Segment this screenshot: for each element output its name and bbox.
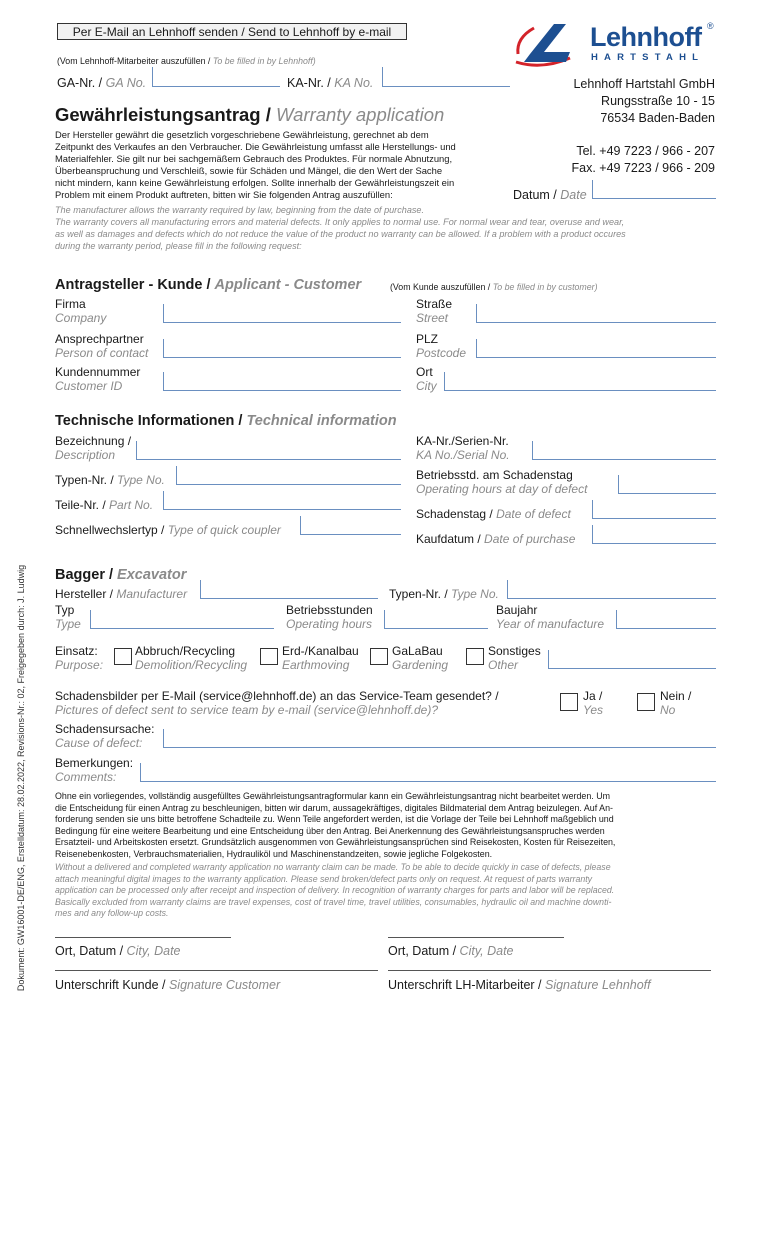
place-date-line-customer[interactable] [55, 937, 231, 938]
street-field[interactable] [476, 304, 716, 323]
technical-heading: Technische Informationen / Technical information [55, 413, 397, 429]
serial-field[interactable] [532, 441, 716, 460]
footer-text-de: Ohne ein vorliegendes, vollständig ausgefülltes Gewährleistungsantragformular kann ein Gewährleistungsantrag nicht bearbeitet werden. Um die Entscheidung für einen Antrag zu beschleunigen, bitten wir darum, aussagekräftiges, digitales Bildmaterial dem Antrag beizulegen. Auf An- forderung senden sie uns bitte betroffene Schadteile zu. Wenn Teile angefordert werden, ist die Vorlage der Teile bei Lehnhoff maßgeblich und Bedingung für eine weitere Bearbeitung und eine Entscheidung über den Antrag. Bei Anerkennung des Gewährleistungsanspruches werden Ersatzteil- und Arbeitskosten ersetzt. Grundsätzlich ausgenommen von Gewährleistungsansprüchen sind Reisekosten, Kosten für Reisezeiten, Reisenebenkosten, Verbrauchsmaterialien, Hydrauliköl und Maschinenstandzeiten, sowie jegliche Folgekosten. [55, 791, 616, 859]
logo-wordmark: Lehnhoff [590, 22, 702, 52]
coupler-label: Schnellwechslertyp / Type of quick coupler [55, 523, 281, 537]
cause-field[interactable] [163, 729, 716, 748]
footer-text-en: Without a delivered and completed warranty application no warranty claim can be made. To be able to decide quickly in case of defects, please attach meaningful digital images to the warranty application. Please send broken/defect parts only on request. At request of parts warranty application can be processed only after receipt and inspection of delivery. In recognition of warranty charges for parts and labor will be replaced. Basically excluded from warranty claims are travel expenses, cost of travel time, travel utilities, consumables, hydraulic oil and machine downti- mes and any follow-up costs. [55, 862, 615, 919]
purpose-earthmoving-label: Erd-/Kanalbau Earthmoving [282, 644, 359, 672]
purchase-date-field[interactable] [592, 525, 716, 544]
company-address [573, 76, 715, 127]
part-no-field[interactable] [163, 491, 401, 510]
type-no-label: Typen-Nr. / Type No. [55, 473, 165, 487]
purpose-label: Einsatz: Purpose: [55, 644, 104, 672]
postcode-label: PLZ Postcode [416, 332, 467, 360]
signature-label-customer: Unterschrift Kunde / Signature Customer [55, 978, 281, 992]
purchase-date-label: Kaufdatum / Date of purchase [416, 532, 576, 546]
year-field[interactable] [616, 610, 716, 629]
internal-note: (Vom Lehnhoff-Mitarbeiter auszufüllen / To be filled in by Lehnhoff) [57, 56, 316, 66]
defect-date-label: Schadenstag / Date of defect [416, 507, 571, 521]
contact-label: Ansprechpartner Person of contact [55, 332, 149, 360]
ga-number-field[interactable] [152, 67, 280, 87]
company-fax: Fax. +49 7223 / 966 - 209 [571, 161, 715, 175]
part-no-label: Teile-Nr. / Part No. [55, 498, 154, 512]
company-contact [571, 143, 715, 177]
purpose-other-field[interactable] [548, 650, 716, 669]
comments-field[interactable] [140, 763, 716, 782]
serial-label: KA-Nr./Serien-Nr. KA No./Serial No. [416, 434, 510, 462]
street-label: Straße Street [416, 297, 453, 325]
pictures-no-checkbox[interactable] [637, 693, 655, 711]
intro-de: Der Hersteller gewährt die gesetzlich vorgeschriebene Gewährleistung, gerechnet ab dem Zeitpunkt des Verkaufes an den Verbraucher. Die Gewährleistung umfasst alle Herstellungs- und Materialfehler. Sie gilt nur bei sachgemäßem Gebrauch des Produktes. Für normale Abnutzung, Überbeanspruchung und Verschleiß, sowie für Schäden und Mängel, die den Wert der Sache nicht mindern, kann keine Gewährleistung erfolgen. Sollte innerhalb der Gewährleistungszeit ein Problem mit einem Produkt auftreten, bitten wir Sie folgenden Antrag auszufüllen: [55, 129, 456, 201]
customer-id-label: Kundennummer Customer ID [55, 365, 141, 393]
company-street: Rungsstraße 10 - 15 [601, 94, 715, 108]
logo-subtitle: HARTSTAHL [591, 52, 705, 63]
signature-label-lehnhoff: Unterschrift LH-Mitarbeiter / Signature Lehnhoff [388, 978, 651, 992]
ka-label: KA-Nr. / KA No. [287, 76, 374, 90]
signature-line-lehnhoff[interactable] [388, 970, 711, 971]
applicant-note: (Vom Kunde auszufüllen / To be filled in by customer) [390, 282, 598, 292]
op-hours-defect-label: Betriebsstd. am Schadenstag Operating hours at day of defect [416, 468, 588, 496]
op-hours-defect-field[interactable] [618, 475, 716, 494]
manufacturer-field[interactable] [200, 580, 378, 599]
logo-registered: ® [707, 21, 714, 31]
intro-en: The manufacturer allows the warranty required by law, beginning from the date of purchase. The warranty covers all manufacturing errors and material defects. It only applies to normal use. For normal wear and tear, overuse and wear, as well as damages and defects which do not reduce the value of the product no warranty can be allowed. If a problem with a product occures during the warranty period, please fill in the following request: [55, 205, 626, 251]
pictures-yes-checkbox[interactable] [560, 693, 578, 711]
purpose-other-label: Sonstiges Other [488, 644, 541, 672]
city-label: Ort City [416, 365, 437, 393]
purpose-gardening-label: GaLaBau Gardening [392, 644, 449, 672]
excavator-type-no-field[interactable] [507, 580, 716, 599]
pictures-yes-label: Ja / Yes [583, 689, 604, 717]
company-tel: Tel. +49 7223 / 966 - 207 [576, 144, 715, 158]
operating-hours-label: Betriebsstunden Operating hours [286, 603, 373, 631]
ga-label: GA-Nr. / GA No. [57, 76, 147, 90]
applicant-heading: Antragsteller - Kunde / Applicant - Customer [55, 277, 362, 293]
ka-number-field[interactable] [382, 67, 510, 87]
purpose-gardening-checkbox[interactable] [370, 648, 388, 665]
company-label: Firma Company [55, 297, 107, 325]
excavator-type-no-label: Typen-Nr. / Type No. [389, 587, 499, 601]
document-side-info: Dokument: GW16001-DE/ENG, Erstelldatum: 28.02.2022, Revisions-Nr.: 02, Freigegeben durch: J. Ludwig [16, 564, 26, 992]
year-label: Baujahr Year of manufacture [496, 603, 605, 631]
place-date-label-customer: Ort, Datum / City, Date [55, 944, 181, 958]
purpose-other-checkbox[interactable] [466, 648, 484, 665]
operating-hours-field[interactable] [384, 610, 488, 629]
contact-field[interactable] [163, 339, 401, 358]
signature-line-customer[interactable] [55, 970, 378, 971]
excavator-heading: Bagger / Excavator [55, 567, 187, 583]
comments-label: Bemerkungen: Comments: [55, 756, 134, 784]
purpose-earthmoving-checkbox[interactable] [260, 648, 278, 665]
manufacturer-label: Hersteller / Manufacturer [55, 587, 188, 601]
excavator-type-field[interactable] [90, 610, 274, 629]
description-field[interactable] [136, 441, 401, 460]
company-city: 76534 Baden-Baden [600, 111, 715, 125]
purpose-demolition-label: Abbruch/Recycling Demolition/Recycling [135, 644, 248, 672]
postcode-field[interactable] [476, 339, 716, 358]
send-email-button[interactable]: Per E-Mail an Lehnhoff senden / Send to Lehnhoff by e-mail [57, 23, 407, 40]
defect-date-field[interactable] [592, 500, 716, 519]
type-no-field[interactable] [176, 466, 401, 485]
cause-label: Schadensursache: Cause of defect: [55, 722, 155, 750]
date-field[interactable] [592, 180, 716, 199]
purpose-demolition-checkbox[interactable] [114, 648, 132, 665]
company-name: Lehnhoff Hartstahl GmbH [573, 77, 715, 91]
excavator-type-label: Typ Type [55, 603, 81, 631]
place-date-line-lehnhoff[interactable] [388, 937, 564, 938]
date-label: Datum / Date [513, 188, 587, 202]
city-field[interactable] [444, 372, 716, 391]
customer-id-field[interactable] [163, 372, 401, 391]
coupler-field[interactable] [300, 516, 401, 535]
pictures-no-label: Nein / No [660, 689, 692, 717]
pictures-question: Schadensbilder per E-Mail (service@lehnhoff.de) an das Service-Team gesendet? / Pictures of defect sent to service team by e-mail (service@lehnhoff.de)? [55, 689, 499, 717]
place-date-label-lehnhoff: Ort, Datum / City, Date [388, 944, 514, 958]
company-field[interactable] [163, 304, 401, 323]
description-label: Bezeichnung / Description [55, 434, 132, 462]
page-title: Gewährleistungsantrag / Warranty application [55, 104, 445, 125]
